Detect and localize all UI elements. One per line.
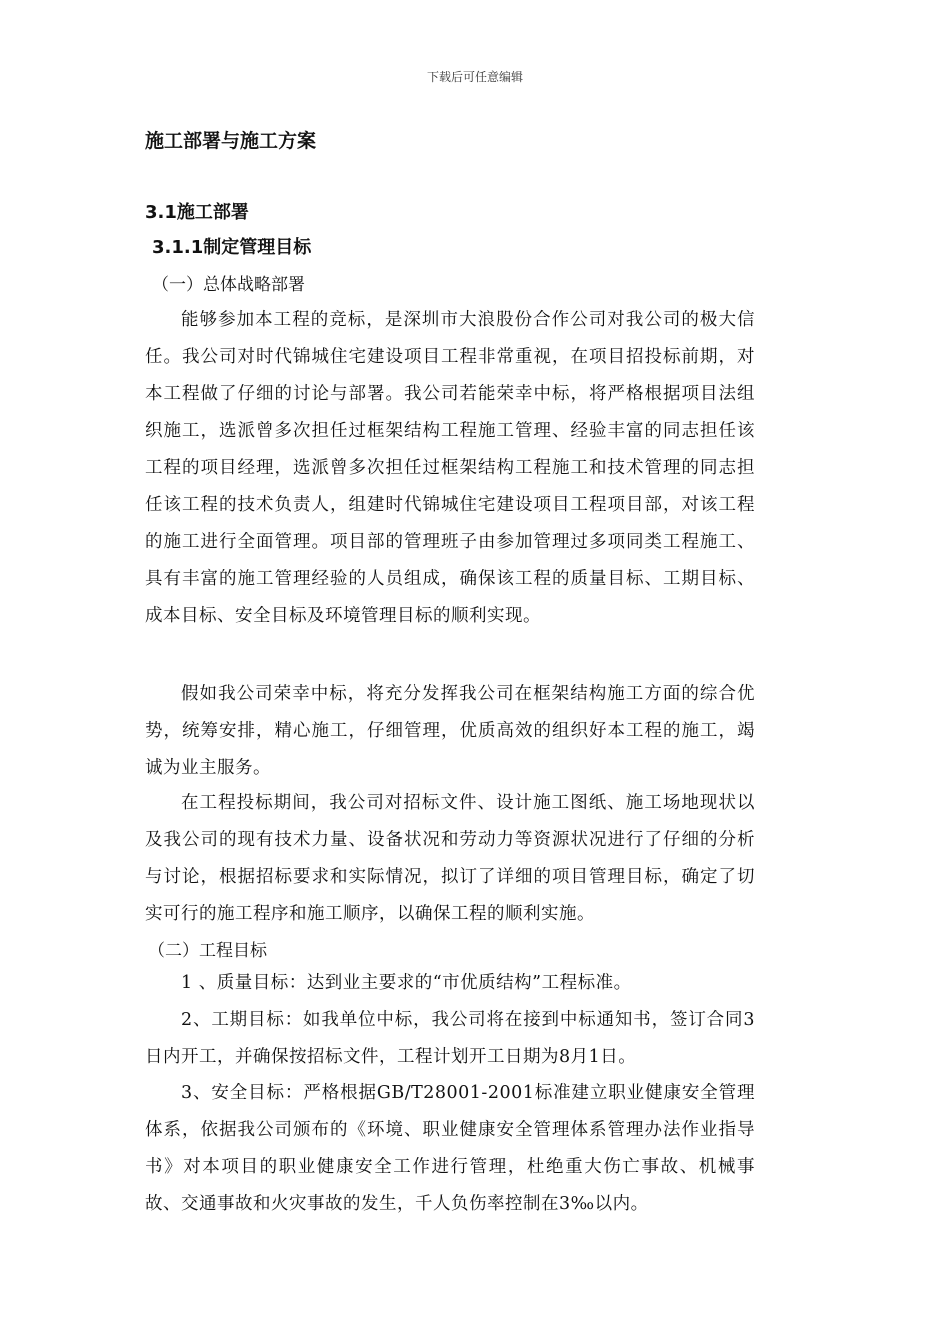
goal-quality: 1 、质量目标：达到业主要求的“市优质结构”工程标准。	[181, 973, 632, 993]
paragraph-1: 能够参加本工程的竞标，是深圳市大浪股份合作公司对我公司的极大信任。我公司对时代锦城住宅建设项目工程非常重视，在项目招投标前期，对本工程做了仔细的讨论与部署。我公司若能荣幸中标，将严格根据项目法组织施工，选派曾多次担任过框架结构工程施工管理、经验丰富的同志担任该工程的项目经理，选派曾多次担任过框架结构工程施工和技术管理的同志担任该工程的技术负责人，组建时代锦城住宅建设项目工程项目部，对该工程的施工进行全面管理。项目部的管理班子由参加管理过多项同类工程施工、具有丰富的施工管理经验的人员组成，确保该工程的质量目标、工期目标、成本目标、安全目标及环境管理目标的顺利实现。	[145, 310, 755, 626]
section-heading: 3.1施工部署	[145, 202, 249, 223]
document-title: 施工部署与施工方案	[145, 130, 317, 152]
header-note: 下载后可任意编辑	[426, 70, 523, 84]
goal-safety: 3、安全目标：严格根据GB/T28001-2001标准建立职业健康安全管理体系，依据我公司颁布的《环境、职业健康安全管理体系管理办法作业指导书》对本项目的职业健康安全工作进行管理，杜绝重大伤亡事故、机械事故、交通事故和火灾事故的发生，千人负伤率控制在3‰以内。	[145, 1083, 755, 1214]
part2-heading: （二）工程目标	[148, 941, 267, 961]
paragraph-2: 假如我公司荣幸中标，将充分发挥我公司在框架结构施工方面的综合优势，统筹安排，精心施工，仔细管理，优质高效的组织好本工程的施工，竭诚为业主服务。	[145, 684, 755, 778]
paragraph-3: 在工程投标期间，我公司对招标文件、设计施工图纸、施工场地现状以及我公司的现有技术力量、设备状况和劳动力等资源状况进行了仔细的分析与讨论，根据招标要求和实际情况，拟订了详细的项目管理目标，确定了切实可行的施工程序和施工顺序，以确保工程的顺利实施。	[145, 793, 755, 924]
subsection-heading: 3.1.1制定管理目标	[152, 237, 312, 258]
part1-heading: （一）总体战略部署	[152, 275, 305, 295]
goal-schedule: 2、工期目标：如我单位中标，我公司将在接到中标通知书，签订合同3日内开工，并确保按招标文件，工程计划开工日期为8月1日。	[145, 1010, 755, 1067]
